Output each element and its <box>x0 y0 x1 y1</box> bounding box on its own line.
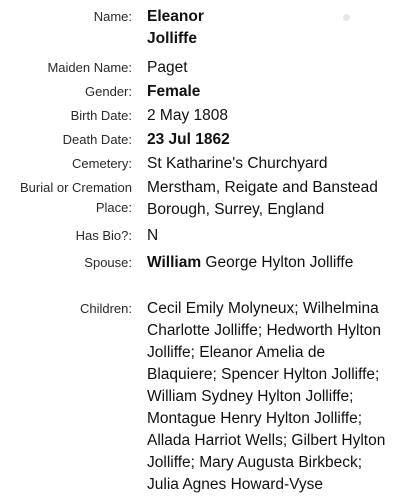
gender-row <box>0 81 416 105</box>
gender-label: Gender: <box>85 84 132 99</box>
birth-date-label: Birth Date: <box>70 108 132 123</box>
burial-place-value: Merstham, Reigate and Banstead Borough, Surrey, England <box>147 179 378 218</box>
name-row <box>0 6 416 57</box>
spouse-value <box>147 252 397 274</box>
maiden-name-label: Maiden Name: <box>47 60 132 75</box>
birth-date-value: 2 May 1808 <box>147 107 228 124</box>
first-name: Eleanor <box>147 8 204 25</box>
name-value <box>147 6 397 50</box>
death-date-row <box>0 129 416 153</box>
last-name: Jolliffe <box>147 30 197 47</box>
cemetery-value: St Katharine's Churchyard <box>147 155 328 172</box>
maiden-name-value: Paget <box>147 59 188 76</box>
death-date-label: Death Date: <box>62 132 132 147</box>
children-row <box>0 298 416 493</box>
has-bio-row <box>0 225 416 252</box>
spouse-row <box>0 252 416 298</box>
spouse-first-name: William <box>147 254 202 271</box>
cemetery-label: Cemetery: <box>72 156 132 171</box>
children-value: Cecil Emily Molyneux; Wilhelmina Charlotte Jolliffe; Hedworth Hylton Jolliffe; Eleanor Amelia de Blaquiere; Spencer Hylton Jolliffe; William Sydney Hylton Jolliffe; Montague Henry Hylton Jolliffe; Allada Harriot Wells; Gilbert Hylton Jolliffe; Mary Augusta Birkbeck; Julia Agnes Howard-Vyse <box>147 300 386 493</box>
children-label: Children: <box>79 301 132 316</box>
cemetery-row <box>0 153 416 177</box>
maiden-name-row <box>0 57 416 81</box>
burial-place-label: Burial or Cremation Place: <box>20 180 132 215</box>
spouse-rest-name: George Hylton Jolliffe <box>201 254 354 271</box>
death-date-value: 23 Jul 1862 <box>147 131 230 148</box>
gender-value: Female <box>147 83 201 100</box>
birth-date-row <box>0 105 416 129</box>
name-label: Name: <box>93 9 132 24</box>
memorial-details <box>0 6 416 493</box>
has-bio-value: N <box>147 227 159 244</box>
spouse-label: Spouse: <box>84 255 132 270</box>
burial-place-row <box>0 177 416 225</box>
has-bio-label: Has Bio?: <box>75 228 132 243</box>
